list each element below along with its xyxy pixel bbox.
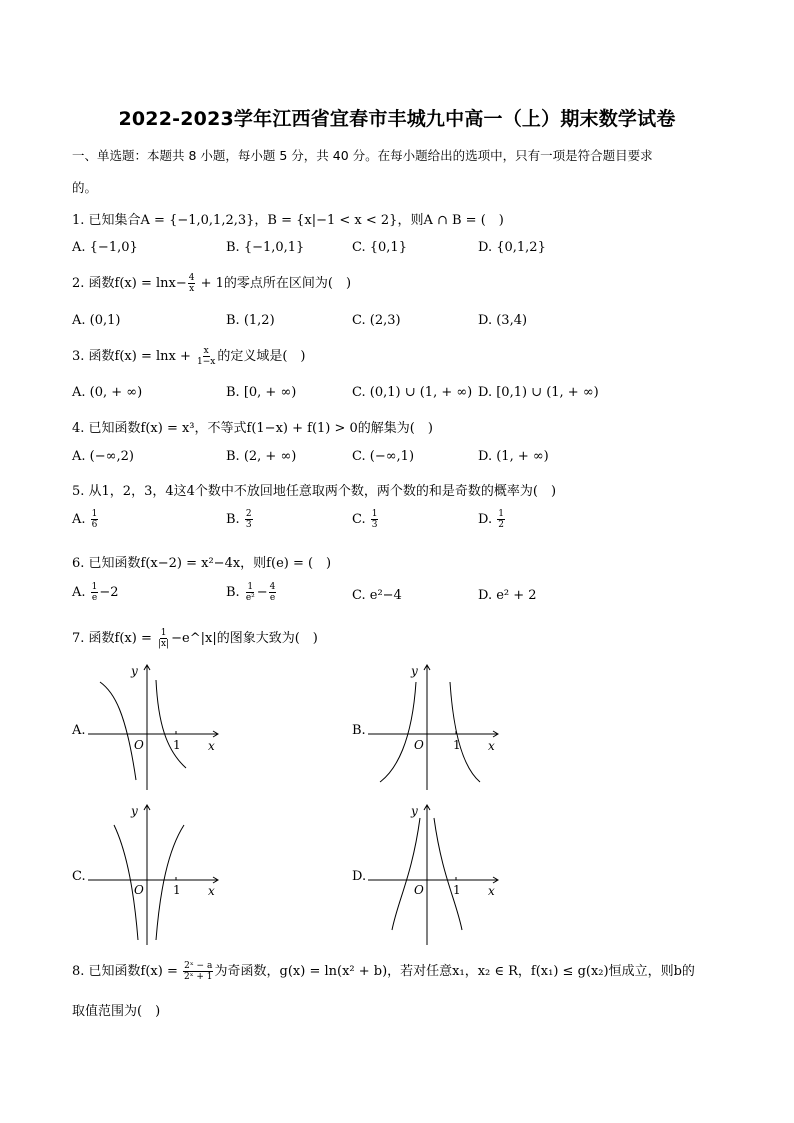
tick-label: 1: [173, 738, 181, 752]
q6-a-num: 1: [91, 582, 98, 592]
q3-stem-post: 的定义域是( ): [217, 349, 306, 364]
q6-b-num1: 1: [247, 582, 254, 592]
question-1-stem: 1. 已知集合A = {−1,0,1,2,3}，B = {x|−1 < x < 2}，则A ∩ B = ( ): [72, 213, 504, 228]
q3-option-a: A. (0, + ∞): [72, 385, 143, 400]
q3-stem-pre: 3. 函数f(x) = lnx +: [72, 349, 195, 364]
q5-a-den: 6: [91, 520, 98, 530]
q5-option-b-label: B.: [226, 512, 244, 527]
q5-c-den: 3: [371, 520, 378, 530]
q6-b-num2: 4: [269, 582, 276, 592]
q7-option-d-label: D.: [352, 869, 367, 884]
q1-option-c: C. {0,1}: [352, 240, 407, 255]
q6-option-c: C. e²−4: [352, 588, 402, 603]
q6-option-b-label: B.: [226, 585, 244, 600]
q6-option-b-fraction-1: [245, 582, 256, 603]
q2-stem-pre: 2. 函数f(x) = lnx−: [72, 276, 187, 291]
q8-stem-pre: 8. 已知函数f(x) =: [72, 964, 182, 979]
q5-option-a: [72, 509, 99, 530]
q6-option-d: D. e² + 2: [478, 588, 537, 603]
curve-right: [156, 680, 186, 768]
q4-option-d: D. (1, + ∞): [478, 449, 549, 464]
q3-option-b: B. [0, + ∞): [226, 385, 297, 400]
q6-b-den2: e: [269, 593, 276, 603]
origin-label: O: [414, 883, 424, 897]
origin-label: O: [134, 883, 144, 897]
x-axis-label: x: [208, 739, 215, 753]
q3-option-d: D. [0,1) ∪ (1, + ∞): [478, 385, 599, 400]
question-4-stem: 4. 已知函数f(x) = x³，不等式f(1−x) + f(1) > 0的解集为( ): [72, 421, 433, 436]
q5-option-d-fraction: [497, 509, 505, 530]
q6-a-den: e: [91, 593, 98, 603]
q2-option-a: A. (0,1): [72, 313, 121, 328]
q3-option-c: C. (0,1) ∪ (1, + ∞): [352, 385, 473, 400]
q4-option-a: A. (−∞,2): [72, 449, 134, 464]
q6-option-b-minus: −: [256, 585, 268, 600]
q7-frac-den: |x|: [157, 639, 170, 649]
q4-option-c: C. (−∞,1): [352, 449, 415, 464]
q7-frac-num: 1: [160, 628, 167, 638]
q7-fraction: [157, 628, 170, 649]
tick-label: 1: [173, 883, 181, 897]
curve-left: [380, 682, 416, 782]
q2-frac-den: x: [189, 284, 195, 294]
q5-d-den: 2: [498, 520, 504, 530]
q6-option-a-label: A.: [72, 585, 90, 600]
y-axis-label: y: [131, 804, 138, 818]
question-8-stem: [72, 960, 695, 982]
q2-option-b: B. (1,2): [226, 313, 275, 328]
q1-option-a: A. {−1,0}: [72, 240, 138, 255]
q5-b-den: 3: [245, 520, 252, 530]
section-instructions-line2: 的。: [72, 180, 98, 195]
question-8-line2: 取值范围为( ): [72, 1004, 161, 1019]
curve-left: [100, 682, 136, 780]
q3-frac-num: x: [203, 346, 209, 356]
q7-graph-b: [368, 660, 508, 790]
q5-option-b: [226, 509, 254, 530]
q5-option-c-fraction: [371, 509, 379, 530]
q6-b-den1: e²: [245, 593, 255, 603]
tick-label: 1: [453, 883, 461, 897]
q4-option-b: B. (2, + ∞): [226, 449, 297, 464]
q1-option-d: D. {0,1,2}: [478, 240, 546, 255]
q7-stem-post: −e^|x|的图象大致为( ): [171, 631, 318, 646]
q5-option-c: [352, 509, 379, 530]
q8-stem-post: 为奇函数，g(x) = ln(x² + b)，若对任意x₁，x₂ ∈ R，f(x₁) ≤ g(x₂)恒成立，则b的: [214, 964, 695, 979]
q3-frac-den: 1−x: [197, 357, 216, 367]
q8-frac-num: 2ˣ − a: [184, 961, 213, 971]
q2-stem-post: + 1的零点所在区间为( ): [196, 276, 352, 291]
q7-option-a-label: A.: [72, 723, 86, 738]
q7-stem-pre: 7. 函数f(x) =: [72, 631, 156, 646]
q6-option-b: [226, 582, 277, 603]
q5-option-c-label: C.: [352, 512, 370, 527]
y-axis-label: y: [411, 804, 418, 818]
q3-fraction: [196, 346, 216, 367]
question-5-stem: 5. 从1，2，3，4这4个数中不放回地任意取两个数，两个数的和是奇数的概率为( ): [72, 484, 557, 499]
q1-option-b: B. {−1,0,1}: [226, 240, 305, 255]
q5-option-a-label: A.: [72, 512, 90, 527]
q6-option-a-fraction: [91, 582, 99, 603]
curve-right: [450, 682, 480, 782]
q7-graph-d: [368, 800, 508, 948]
q8-frac-den: 2ˣ + 1: [183, 972, 213, 982]
q5-c-num: 1: [371, 509, 378, 519]
x-axis-label: x: [488, 884, 495, 898]
q2-option-c: C. (2,3): [352, 313, 401, 328]
q2-frac-num: 4: [188, 273, 195, 283]
q7-graph-c: [88, 800, 228, 948]
q5-d-num: 1: [498, 509, 504, 519]
q6-option-a-rest: −2: [99, 585, 119, 600]
q5-a-num: 1: [91, 509, 98, 519]
q5-option-b-fraction: [245, 509, 253, 530]
x-axis-label: x: [208, 884, 215, 898]
question-6-stem: 6. 已知函数f(x−2) = x²−4x，则f(e) = ( ): [72, 556, 332, 571]
q5-b-num: 2: [245, 509, 252, 519]
question-2-stem: [72, 272, 351, 294]
origin-label: O: [134, 738, 144, 752]
q2-fraction: [188, 273, 196, 294]
q7-graph-a: [88, 660, 228, 790]
y-axis-label: y: [411, 664, 418, 678]
tick-label: 1: [453, 738, 461, 752]
section-instructions-line1: 一、单选题：本题共 8 小题，每小题 5 分，共 40 分。在每小题给出的选项中，只有一项是符合题目要求: [72, 148, 653, 163]
q5-option-a-fraction: [91, 509, 99, 530]
question-3-stem: [72, 345, 306, 367]
page-title: 2022-2023学年江西省宜春市丰城九中高一（上）期末数学试卷: [118, 108, 676, 130]
curve-left: [392, 818, 420, 930]
question-7-stem: [72, 627, 318, 649]
q5-option-d: [478, 509, 506, 530]
q7-option-c-label: C.: [72, 869, 86, 884]
q6-option-a: [72, 582, 119, 603]
origin-label: O: [414, 738, 424, 752]
q2-option-d: D. (3,4): [478, 313, 528, 328]
q7-option-b-label: B.: [352, 723, 366, 738]
q5-option-d-label: D.: [478, 512, 497, 527]
q6-option-b-fraction-2: [269, 582, 277, 603]
curve-right: [434, 818, 462, 930]
q8-fraction: [183, 961, 214, 982]
x-axis-label: x: [488, 739, 495, 753]
y-axis-label: y: [131, 664, 138, 678]
